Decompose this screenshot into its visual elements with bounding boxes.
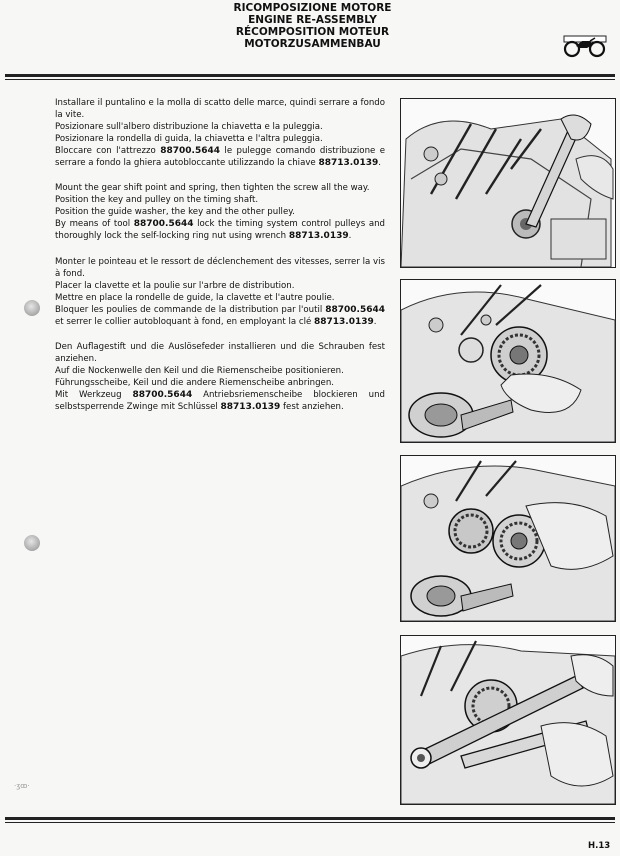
punch-hole-bottom [24, 535, 40, 551]
title-fr: RÉCOMPOSITION MOTEUR [235, 26, 390, 38]
title-en: ENGINE RE-ASSEMBLY [248, 14, 377, 26]
wrench-code: 88713.0139 [288, 231, 349, 242]
wrench-code: 88713.0139 [318, 157, 379, 168]
paragraph-de: Den Auflagestift und die Auslösefeder installieren und die Schrauben fest anziehen. Auf die Nockenwelle den Keil und die Riemenscheibe positionieren. Führungsscheibe, Keil und die andere Riemenscheibe anbringen. Mit Werkzeug 88700.5644 Antriebsriemenscheibe blockieren und selbstsperrende Zwinge mit Schlüssel 88713.0139 fest anziehen. [55, 342, 385, 412]
bottom-rule-thin [5, 822, 615, 823]
punch-hole-top [24, 300, 40, 316]
instructions-column [55, 98, 385, 426]
figure-locking-tool [400, 635, 616, 805]
wrench-code: 88713.0139 [313, 316, 374, 327]
tool-code: 88700.5644 [133, 219, 194, 230]
title-de: MOTORZUSAMMENBAU [244, 38, 381, 50]
page-number: H.13 [588, 841, 611, 851]
page-title [205, 2, 420, 50]
wrench-code: 88713.0139 [220, 401, 281, 412]
title-it: RICOMPOSIZIONE MOTORE [233, 2, 392, 14]
tool-code: 88700.5644 [325, 304, 385, 315]
paragraph-fr: Monter le pointeau et le ressort de déclenchement des vitesses, serrer la vis à fond. Placer la clavette et la poulie sur l'arbre de distribution. Mettre en place la rondelle de guide, la clavette et l'autre poulie. Bloquer les poulies de commande de la distribution par l'outil 88700.5644 et serrer le collier autobloquant à fond, en employant la clé 88713.0139. [55, 256, 385, 327]
paragraph-it: Installare il puntalino e la molla di scatto delle marce, quindi serrare a fondo la vite. Posizionare sull'albero distribuzione la chiavetta e la puleggia. Posizionare la rondella di guida, la chiavetta e l'altra puleggia. Bloccare con l'attrezzo 88700.5644 le pulegge comando distribuzione e serrare a fondo la ghiera autobloccante utilizzando la chiave 88713.0139. [55, 98, 385, 168]
paragraph-en: Mount the gear shift point and spring, then tighten the screw all the way. Position the key and pulley on the timing shaft. Position the guide washer, the key and the other pulley. By means of tool 88700.5644 lock the timing system control pulleys and thoroughly lock the self-locking ring nut using wrench 88713.0139. [55, 183, 385, 242]
tool-code: 88700.5644 [132, 390, 193, 401]
scan-mark: ·ʒꝏ· [14, 782, 30, 790]
figure-timing-pulleys [400, 279, 616, 443]
bottom-rule [5, 817, 615, 820]
top-rule [5, 74, 615, 77]
tool-code: 88700.5644 [160, 145, 221, 156]
motorcycle-logo-icon [562, 32, 608, 60]
figure-gear-shift-wrench [400, 98, 616, 268]
top-rule-thin [5, 79, 615, 80]
figure-pulley-install [400, 455, 616, 622]
